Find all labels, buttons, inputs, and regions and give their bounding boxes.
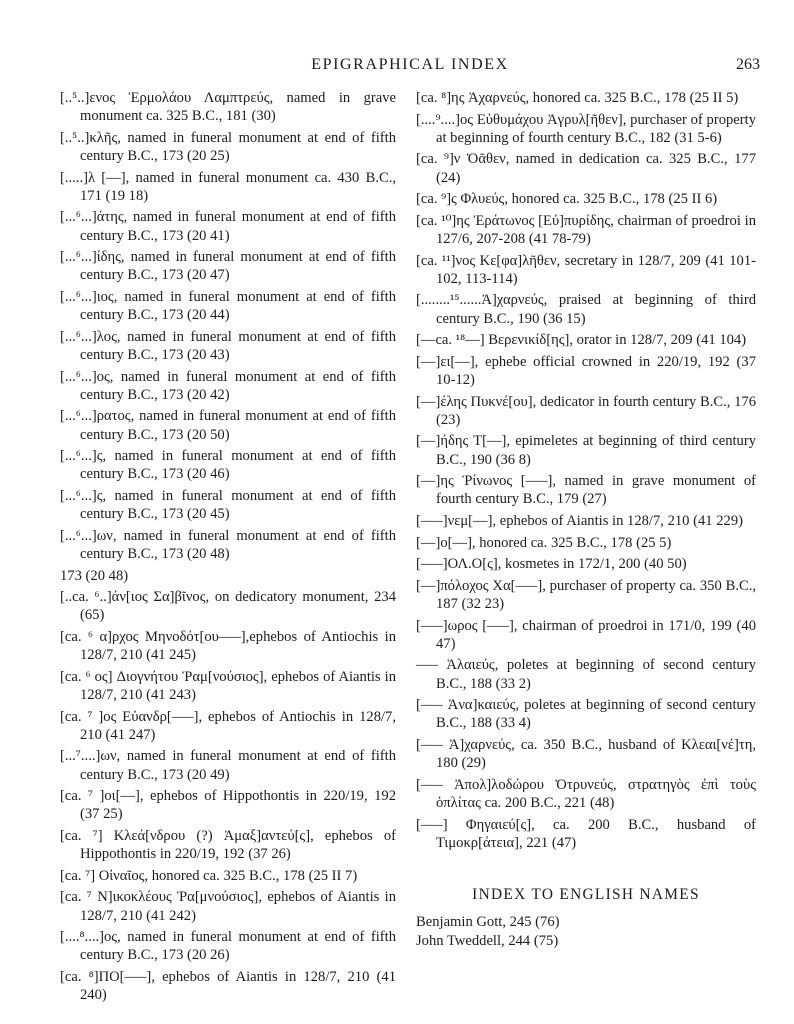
index-entry: [ca. ¹⁰]ης Ἐράτωνος [Εὐ]πυρίδης, chairman of proedroi in 127/6, 207-208 (41 78-79) (416, 212, 756, 247)
index-entry: [–––] Φηγαιεύ[ς], ca. 200 B.C., husband of Τιμοκρ[άτεια], 221 (47) (416, 816, 756, 851)
running-title: EPIGRAPHICAL INDEX (311, 56, 509, 73)
index-entry: [...⁶...]ίδης, named in funeral monument at end of fifth century B.C., 173 (20 47) (60, 249, 396, 284)
index-entry: [–––]ωρος [–––], chairman of proedroi in 171/0, 199 (40 47) (416, 617, 756, 652)
index-entry: [––]ήδης Τ[––], epimeletes at beginning of third century B.C., 190 (36 8) (416, 433, 756, 468)
index-entry: [ca. ⁶ ος] Διογνήτου Ῥαμ[νούσιος], ephebos of Aiantis in 128/7, 210 (41 243) (60, 668, 396, 703)
index-entry: [––]ο[––], honored ca. 325 B.C., 178 (25 5) (416, 534, 672, 551)
index-entry: [...⁶...]ς, named in funeral monument at end of fifth century B.C., 173 (20 45) (60, 487, 396, 523)
index-entry: [..⁵..]ενος Ἑρμολάου Λαμπτρεύς, named in grave monument ca. 325 B.C., 181 (30) (60, 90, 396, 125)
index-entry: [––]ει[––], ephebe official crowned in 220/19, 192 (37 10-12) (416, 353, 756, 388)
index-entry: [........¹⁵......Ἀ]χαρνεύς, praised at beginning of third century B.C., 190 (36 15) (416, 292, 756, 327)
index-entry: [...⁶...]λος, named in funeral monument at end of fifth century B.C., 173 (20 43) (60, 328, 396, 363)
index-entry: [...⁶...]ς, named in funeral monument at end of fifth century B.C., 173 (20 46) (60, 448, 396, 483)
index-entry: [ca. ⁹]ν Ὀᾶθεν, named in dedication ca. 325 B.C., 177 (24) (416, 151, 756, 186)
index-entry: [ca. ⁹]ς Φλυεύς, honored ca. 325 B.C., 178 (25 II 6) (416, 191, 718, 208)
index-entry: [ca. ⁷] Οἰναῖος, honored ca. 325 B.C., 178 (25 II 7) (60, 867, 358, 884)
index-entry: [ca. ⁷ ]ος Εὐανδρ[–––], ephebos of Antiochis in 128/7, 210 (41 247) (60, 708, 396, 743)
index-entry: [...⁶...]άτης, named in funeral monument at end of fifth century B.C., 173 (20 41) (60, 209, 396, 244)
index-entry: [ca. ⁷ N]ικοκλέους Ῥα[μνούσιος], ephebos of Aiantis in 128/7, 210 (41 242) (60, 889, 396, 924)
index-entry: ––– Ἁλαιεύς, poletes at beginning of second century B.C., 188 (33 2) (416, 657, 756, 692)
index-entry: [..ca. ⁶..]άν[ιος Σα]βῖνος, on dedicatory monument, 234 (65) (60, 589, 396, 624)
index-entry: [––]ης Ῥίνωνος [–––], named in grave monument of fourth century B.C., 179 (27) (416, 473, 756, 508)
index-entry: [–––]νεμ[––], ephebos of Aiantis in 128/7, 210 (41 229) (416, 512, 743, 529)
index-entry: [ca. ¹¹]νος Κε[φα]λῆθεν, secretary in 128/7, 209 (41 101-102, 113-114) (416, 252, 756, 287)
index-entry: 173 (20 48) (60, 567, 129, 584)
page-number: 263 (736, 56, 760, 73)
index-entry: [...⁶...]ρατος, named in funeral monument at end of fifth century B.C., 173 (20 50) (60, 408, 396, 443)
left-column (60, 89, 396, 1008)
index-entry: [–––]ΟΛ.Ο[ς], kosmetes in 172/1, 200 (40 50) (416, 556, 687, 573)
index-entry: [..⁵..]κλῆς, named in funeral monument at end of fifth century B.C., 173 (20 25) (60, 129, 396, 164)
index-entry: [––– Ἀνα]καιεύς, poletes at beginning of second century B.C., 188 (33 4) (416, 697, 756, 732)
index-entry: [ca. ⁸]ΠΟ[–––], ephebos of Aiantis in 128/7, 210 (41 240) (60, 968, 396, 1004)
index-entry: [ca. ⁷ ]οι[––], ephebos of Hippothontis in 220/19, 192 (37 25) (60, 788, 396, 823)
index-entry: [––]έλης Πυκνέ[ου], dedicator in fourth century B.C., 176 (23) (416, 393, 756, 428)
index-entry: [...⁷....]ων, named in funeral monument at end of fifth century B.C., 173 (20 49) (60, 748, 396, 783)
index-entry: [...⁶...]ιος, named in funeral monument at end of fifth century B.C., 173 (20 44) (60, 288, 396, 324)
english-index-list (416, 913, 756, 950)
index-entry: [ca. ⁸]ης Ἀχαρνεύς, honored ca. 325 B.C., 178 (25 II 5) (416, 90, 739, 106)
index-entry: Benjamin Gott, 245 (76) (416, 914, 560, 931)
index-entry: [...⁶...]ων, named in funeral monument at end of fifth century B.C., 173 (20 48) (60, 527, 396, 562)
index-entry: [...⁶...]ος, named in funeral monument at end of fifth century B.C., 173 (20 42) (60, 368, 396, 403)
right-column (416, 89, 756, 952)
index-entry: [ca. ⁷] Κλεά[νδρου (?) Ἀμαξ]αντεύ[ς], ephebos of Hippothontis in 220/19, 192 (37 26) (60, 827, 396, 863)
index-entry: John Tweddell, 244 (75) (416, 933, 559, 950)
index-entry: [....⁹....]ος Εὐθυμάχου Ἀγρυλ[ῆθεν], purchaser of property at beginning of fourth century B.C., 182 (31 5-6) (416, 111, 756, 146)
index-entry: [––– Ἀ]χαρνεύς, ca. 350 B.C., husband of Κλεαι[νέ]τη, 180 (29) (416, 736, 756, 772)
index-entry: [....⁸....]ος, named in funeral monument at end of fifth century B.C., 173 (20 26) (60, 929, 396, 964)
index-entry: [.....]λ [––], named in funeral monument ca. 430 B.C., 171 (19 18) (60, 169, 396, 204)
running-header (60, 56, 760, 80)
english-index-heading: INDEX TO ENGLISH NAMES (472, 885, 700, 903)
index-entry: [––]πόλοχος Χα[–––], purchaser of property ca. 350 B.C., 187 (32 23) (416, 577, 756, 612)
index-entry: [––ca. ¹⁸––] Βερενικίδ[ης], orator in 128/7, 209 (41 104) (416, 332, 747, 349)
index-entry: [ca. ⁶ α]ρχος Μηνοδότ[ου–––],ephebos of Antiochis in 128/7, 210 (41 245) (60, 628, 396, 664)
greek-index-list-continued (416, 89, 756, 852)
index-entry: [––– Ἀπολ]λοδώρου Ὀτρυνεύς, στρατηγὸς ἐπὶ τοὺς ὁπλίτας ca. 200 B.C., 221 (48) (416, 776, 756, 811)
